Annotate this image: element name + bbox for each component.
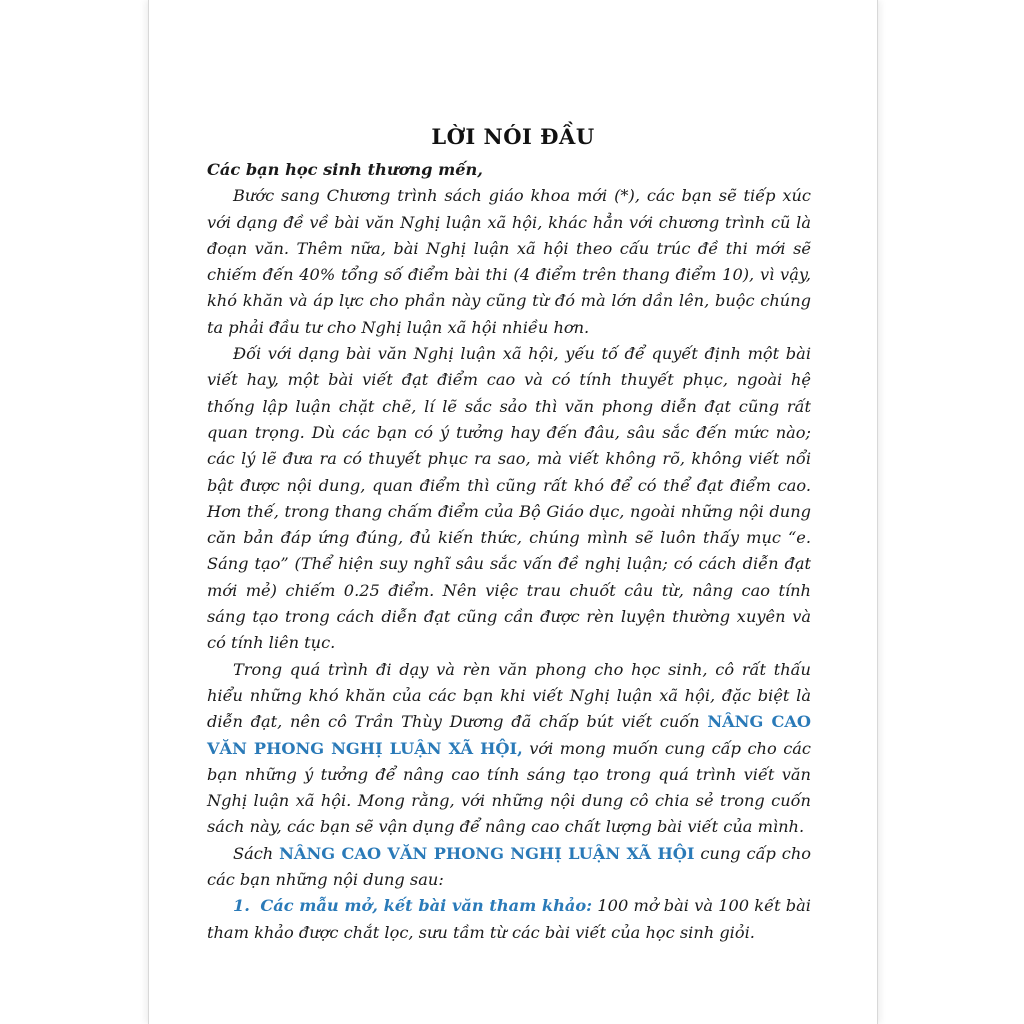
list-item-text: 100 mở bài và 100 kết bài tham khảo được chắt lọc, sưu tầm từ các bài viết của học sinh giỏi. (207, 896, 811, 942)
paragraph-3 (207, 657, 811, 841)
paragraph-3-start: Trong quá trình đi dạy và rèn văn phong cho học sinh, cô rất thấu hiểu những khó khăn của các bạn khi viết Nghị luận xã hội, đặc biệt là diễn đạt, nên cô Trần Thùy Dương đã chấp bút viết cuốn (207, 659, 811, 732)
paragraph-4 (207, 841, 811, 894)
paragraph-1: Bước sang Chương trình sách giáo khoa mới (*), các bạn sẽ tiếp xúc với dạng đề về bài văn Nghị luận xã hội, khác hẳn với chương trình cũ là đoạn văn. Thêm nữa, bài Nghị luận xã hội theo cấu trúc đề thi mới sẽ chiếm đến 40% tổng số điểm bài thi (4 điểm trên thang điểm 10), vì vậy, khó khăn và áp lực cho phần này cũng từ đó mà lớn dần lên, buộc chúng ta phải đầu tư cho Nghị luận xã hội nhiều hơn. (207, 186, 811, 337)
list-item-1 (207, 893, 811, 946)
paragraph-4-end: cung cấp cho các bạn những nội dung sau: (207, 843, 811, 890)
preface-body (207, 157, 811, 946)
greeting: Các bạn học sinh thương mến, (207, 160, 483, 179)
paragraph-2: Đối với dạng bài văn Nghị luận xã hội, yếu tố để quyết định một bài viết hay, một bài viết đạt điểm cao và có tính thuyết phục, ngoài hệ thống lập luận chặt chẽ, lí lẽ sắc sảo thì văn phong diễn đạt cũng rất quan trọng. Dù các bạn có ý tưởng hay đến đâu, sâu sắc đến mức nào; các lý lẽ đưa ra có thuyết phục ra sao, mà viết không rõ, không viết nổi bật được nội dung, quan điểm thì cũng rất khó để có thể đạt điểm cao. Hơn thế, trong thang chấm điểm của Bộ Giáo dục, ngoài những nội dung căn bản đáp ứng đúng, đủ kiến thức, chúng mình sẽ luôn thấy mục “e. Sáng tạo” (Thể hiện suy nghĩ sâu sắc vấn đề nghị luận; có cách diễn đạt mới mẻ) chiếm 0.25 điểm. Nên việc trau chuốt câu từ, nâng cao tính sáng tạo trong cách diễn đạt cũng cần được rèn luyện thường xuyên và có tính liên tục. (207, 344, 811, 653)
list-item-lead: Các mẫu mở, kết bài văn tham khảo: (260, 896, 593, 916)
paragraph-4-start: Sách (233, 843, 274, 863)
book-page (148, 0, 878, 1024)
paragraph-3-end: với mong muốn cung cấp cho các bạn những ý tưởng để nâng cao tính sáng tạo trong quá trình viết văn Nghị luận xã hội. Mong rằng, với những nội dung cô chia sẻ trong cuốn sách này, các bạn sẽ vận dụng để nâng cao chất lượng bài viết của mình. (207, 738, 811, 837)
list-item-number: 1. (233, 896, 250, 916)
page-title: LỜI NÓI ĐẦU (431, 124, 595, 149)
book-title-highlight: NÂNG CAO VĂN PHONG NGHỊ LUẬN XÃ HỘI, (207, 712, 812, 758)
book-title-highlight-2: NÂNG CAO VĂN PHONG NGHỊ LUẬN XÃ HỘI (279, 843, 695, 863)
